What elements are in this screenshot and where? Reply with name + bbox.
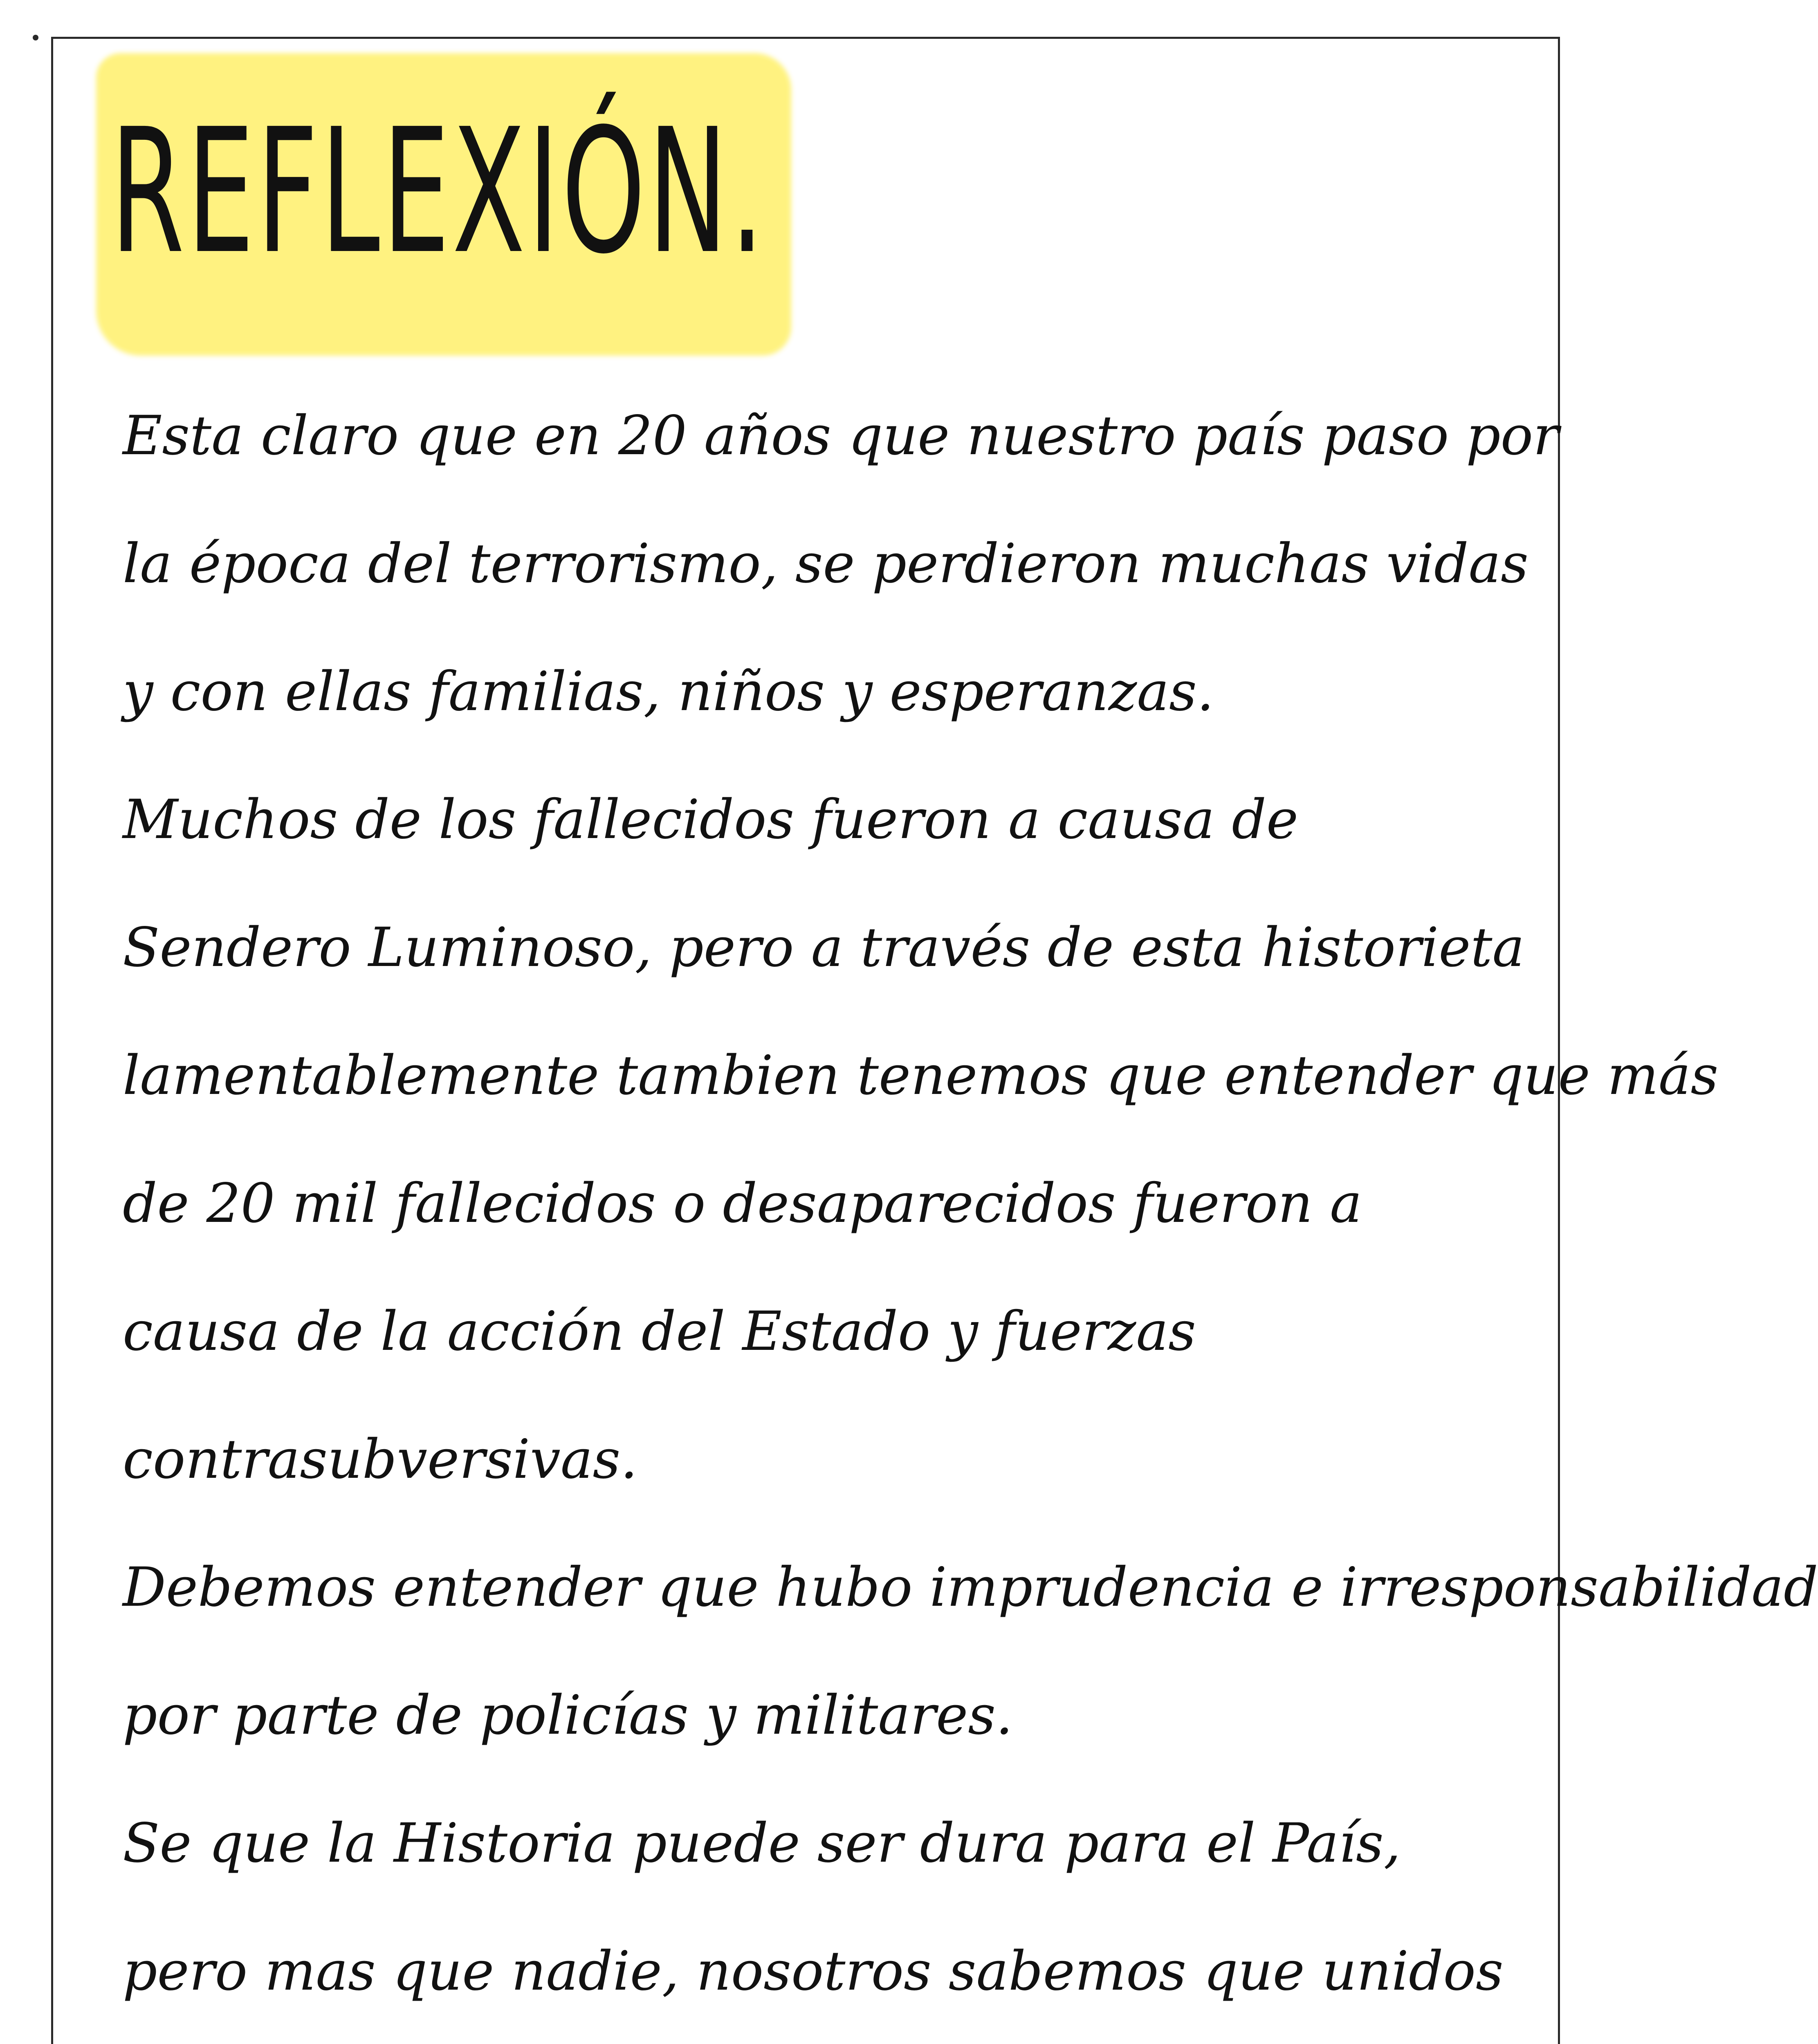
text-line: Debemos entender que hubo imprudencia e irresponsabilidad bbox=[123, 1556, 1818, 1619]
text-line: por parte de policías y militares. bbox=[123, 1684, 1013, 1747]
text-line: Muchos de los fallecidos fueron a causa de bbox=[123, 788, 1298, 851]
text-line: lamentablemente tambien tenemos que entender que más bbox=[123, 1044, 1719, 1107]
text-line: y con ellas familias, niños y esperanzas. bbox=[123, 660, 1214, 723]
text-line: Sendero Luminoso, pero a través de esta historieta bbox=[123, 916, 1525, 979]
text-line: Esta claro que en 20 años que nuestro país paso por bbox=[123, 404, 1559, 467]
page-title: REFLEXIÓN. bbox=[110, 92, 767, 292]
text-line: de 20 mil fallecidos o desaparecidos fueron a bbox=[123, 1172, 1362, 1235]
text-line: contrasubversivas. bbox=[123, 1428, 638, 1491]
text-line: la época del terrorismo, se perdieron muchas vidas bbox=[123, 532, 1528, 595]
corner-dot bbox=[33, 35, 38, 40]
text-line: causa de la acción del Estado y fuerzas bbox=[123, 1300, 1196, 1363]
text-line: Se que la Historia puede ser dura para el País, bbox=[123, 1812, 1401, 1875]
handwritten-body bbox=[123, 372, 1818, 2044]
text-line bbox=[123, 2035, 1472, 2044]
text-line: pero mas que nadie, nosotros sabemos que unidos bbox=[123, 1940, 1504, 2003]
